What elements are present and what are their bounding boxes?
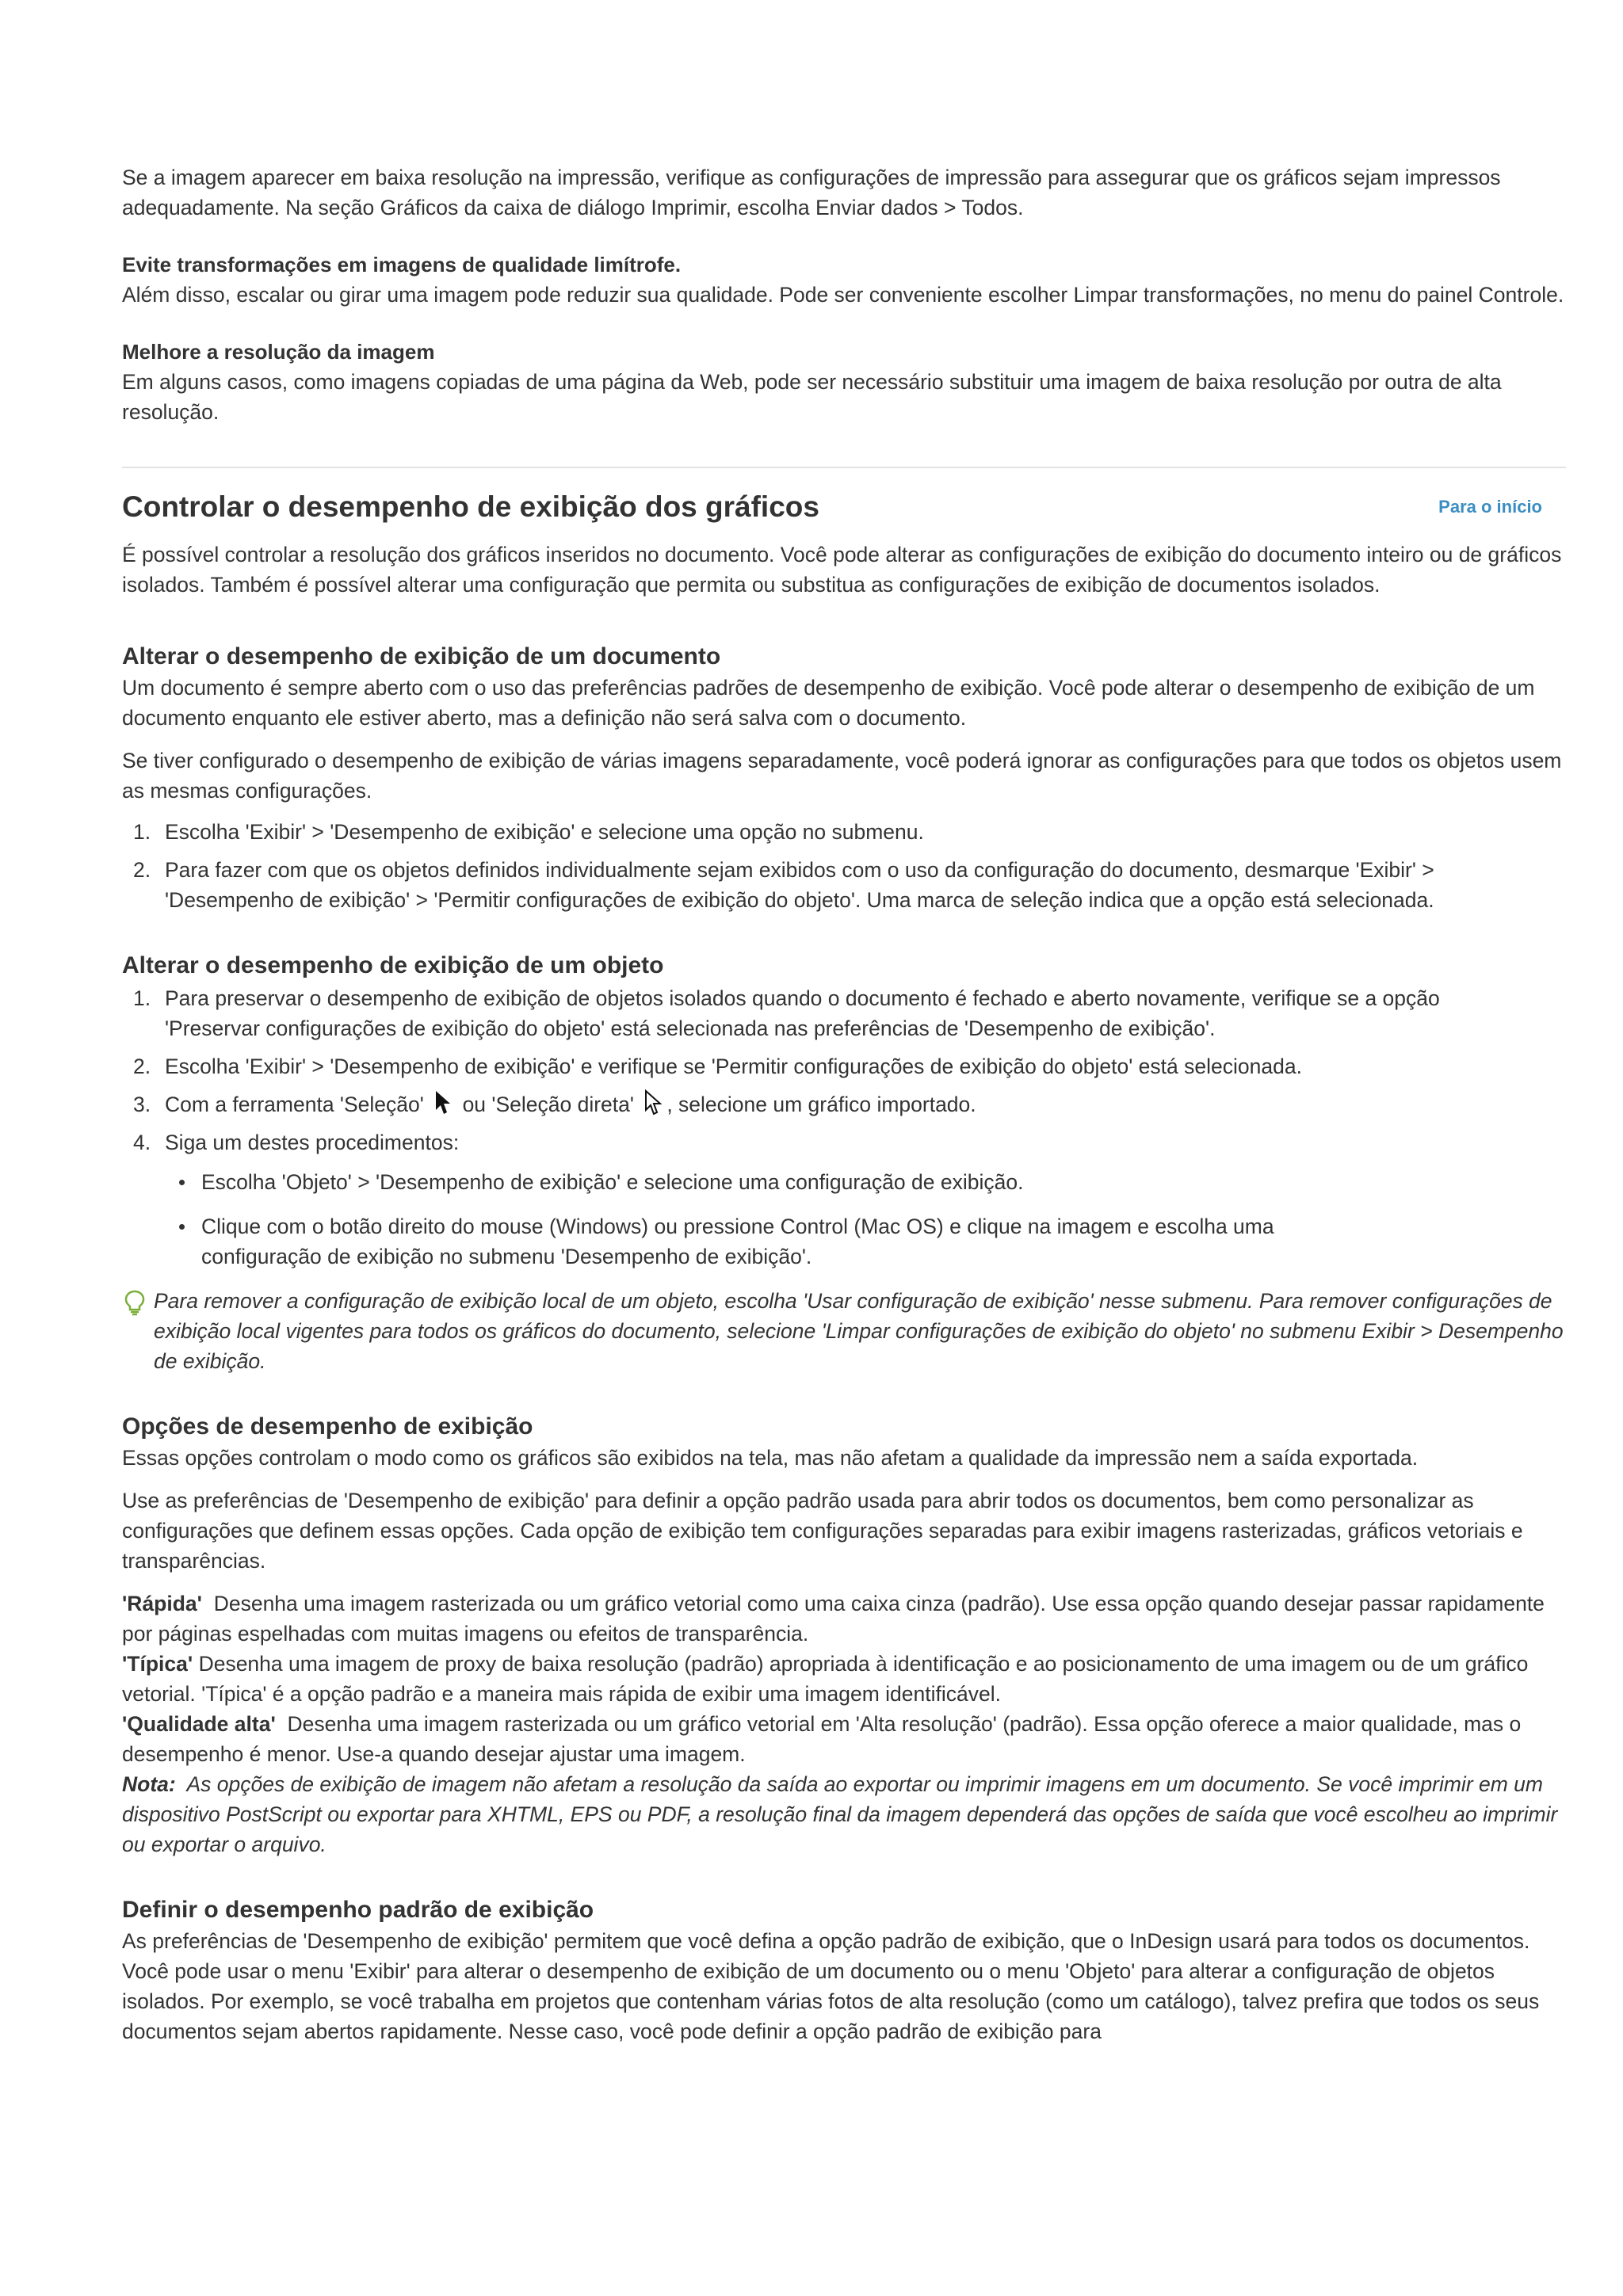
note-label: Nota: (122, 1772, 176, 1796)
options-para2: Use as preferências de 'Desempenho de exibição' para definir a opção padrão usada para abrir todos os documentos, bem como personalizar as configurações que definem essas opções. Cada opção de exibição tem configurações separadas para exibir imagens rasterizadas, gráficos vetoriais e transparências. (122, 1489, 1523, 1573)
list-item: 1. Escolha 'Exibir' > 'Desempenho de exibição' e selecione uma opção no submenu. (133, 820, 924, 844)
document-page (122, 162, 1566, 2046)
option-fast-term: 'Rápida' (122, 1592, 202, 1615)
selection-tool-icon (434, 1089, 452, 1116)
default-perf-title: Definir o desempenho padrão de exibição (122, 1897, 594, 1923)
list-item: 2. Escolha 'Exibir' > 'Desempenho de exibição' e verifique se 'Permitir configurações de exibição do objeto' está selecionada. (133, 1055, 1302, 1078)
list-item: 1. Para preservar o desempenho de exibição de objetos isolados quando o documento é fechado e aberto novamente, verifique se a opção 'Preservar configurações de exibição do objeto' está selecionada nas preferências de 'Desempenho de exibição'. (133, 986, 1440, 1040)
avoid-block (122, 250, 1566, 310)
options-section (122, 1411, 1566, 1859)
default-perf-section (122, 1894, 1566, 2046)
section-divider (122, 467, 1566, 468)
doc-perf-title: Alterar o desempenho de exibição de um documento (122, 643, 721, 669)
section-title: Controlar o desempenho de exibição dos gráficos (122, 490, 819, 523)
default-perf-para1: As preferências de 'Desempenho de exibição' permitem que você defina a opção padrão de exibição, que o InDesign usará para todos os documentos. Você pode usar o menu 'Exibir' para alterar o desempenho de exibição de um documento ou o menu 'Objeto' para alterar a configuração de objetos isolados. Por exemplo, se você trabalha em projetos que contenham várias fotos de alta resolução (como um catálogo), talvez prefira que todos os seus documentos sejam abertos rapidamente. Nesse caso, você pode definir a opção padrão de exibição para (122, 1929, 1540, 2043)
option-high: 'Qualidade alta' Desenha uma imagem rasterizada ou um gráfico vetorial em 'Alta resolução' (padrão). Essa opção oferece a maior qualidade, mas o desempenho é menor. Use-a quando desejar ajustar uma imagem. (122, 1712, 1522, 1766)
improve-block (122, 337, 1566, 427)
doc-perf-para2: Se tiver configurado o desempenho de exibição de várias imagens separadamente, você poderá ignorar as configurações para que todos os objetos usem as mesmas configurações. (122, 749, 1562, 803)
doc-perf-para1: Um documento é sempre aberto com o uso das preferências padrões de desempenho de exibição. Você pode alterar o desempenho de exibição de um documento enquanto ele estiver aberto, mas a definição não será salva com o documento. (122, 676, 1535, 730)
direct-selection-tool-icon (644, 1089, 662, 1116)
list-item: 2. Para fazer com que os objetos definidos individualmente sejam exibidos com o uso da configuração do documento, desmarque 'Exibir' > 'Desempenho de exibição' > 'Permitir configurações de exibição do objeto'. Uma marca de seleção indica que a opção está selecionada. (133, 858, 1434, 912)
avoid-title: Evite transformações em imagens de qualidade limítrofe. (122, 253, 682, 277)
option-typical-term: 'Típica' (122, 1652, 193, 1676)
option-typical: 'Típica' Desenha uma imagem de proxy de baixa resolução (padrão) apropriada à identificação e ao posicionamento de uma imagem ou de um gráfico vetorial. 'Típica' é a opção padrão e a maneira mais rápida de exibir uma imagem identificável. (122, 1652, 1529, 1706)
intro-paragraph: Se a imagem aparecer em baixa resolução na impressão, verifique as configurações de impressão para assegurar que os gráficos sejam impressos adequadamente. Na seção Gráficos da caixa de diálogo Imprimir, escolha Enviar dados > Todos. (122, 166, 1501, 219)
options-para1: Essas opções controlam o modo como os gráficos são exibidos na tela, mas não afetam a qualidade da impressão nem a saída exportada. (122, 1446, 1419, 1470)
back-to-top-link[interactable]: Para o início (1438, 497, 1542, 517)
improve-text: Em alguns casos, como imagens copiadas de uma página da Web, pode ser necessário substituir uma imagem de baixa resolução por outra de alta resolução. (122, 370, 1502, 424)
option-high-term: 'Qualidade alta' (122, 1712, 276, 1736)
list-item: 3. Com a ferramenta 'Seleção' ou 'Seleção direta' , selecione um gráfico importado. (122, 1089, 1449, 1119)
obj-perf-bullets (165, 1167, 1566, 1272)
note: Nota: As opções de exibição de imagem não afetam a resolução da saída ao exportar ou imprimir imagens em um documento. Se você imprimir em um dispositivo PostScript ou exportar para XHTML, EPS ou PDF, a resolução final da imagem dependerá das opções de saída que você escolheu ao imprimir ou exportar o arquivo. (122, 1772, 1558, 1856)
obj-perf-steps (122, 983, 1566, 1158)
list-item: 4. Siga um destes procedimentos: (133, 1131, 460, 1154)
section-header (122, 487, 1566, 527)
options-title: Opções de desempenho de exibição (122, 1413, 533, 1440)
doc-perf-section (122, 641, 1566, 915)
tip-block (122, 1286, 1566, 1376)
bullet-item: Clique com o botão direito do mouse (Windows) ou pressione Control (Mac OS) e clique na imagem e escolha uma configuração de exibição no submenu 'Desempenho de exibição'. (165, 1211, 1390, 1272)
lightbulb-icon (122, 1289, 147, 1316)
option-fast: 'Rápida' Desenha uma imagem rasterizada ou um gráfico vetorial como uma caixa cinza (padrão). Use essa opção quando desejar passar rapidamente por páginas espelhadas com muitas imagens ou efeitos de transparência. (122, 1592, 1545, 1646)
doc-perf-steps (122, 817, 1566, 915)
obj-perf-title: Alterar o desempenho de exibição de um objeto (122, 952, 664, 978)
section-intro: É possível controlar a resolução dos gráficos inseridos no documento. Você pode alterar as configurações de exibição do documento inteiro ou de gráficos isolados. Também é possível alterar uma configuração que permita ou substitua as configurações de exibição de documentos isolados. (122, 543, 1562, 597)
tip-text: Para remover a configuração de exibição local de um objeto, escolha 'Usar configuração de exibição' nesse submenu. Para remover configurações de exibição local vigentes para todos os gráficos do documento, selecione 'Limpar configurações de exibição do objeto' no submenu Exibir > Desempenho de exibição. (154, 1289, 1564, 1373)
improve-title: Melhore a resolução da imagem (122, 340, 435, 364)
avoid-text: Além disso, escalar ou girar uma imagem pode reduzir sua qualidade. Pode ser conveniente escolher Limpar transformações, no menu do painel Controle. (122, 283, 1564, 307)
bullet-item: Escolha 'Objeto' > 'Desempenho de exibição' e selecione uma configuração de exibição. (165, 1167, 1390, 1197)
obj-perf-section (122, 950, 1566, 1376)
